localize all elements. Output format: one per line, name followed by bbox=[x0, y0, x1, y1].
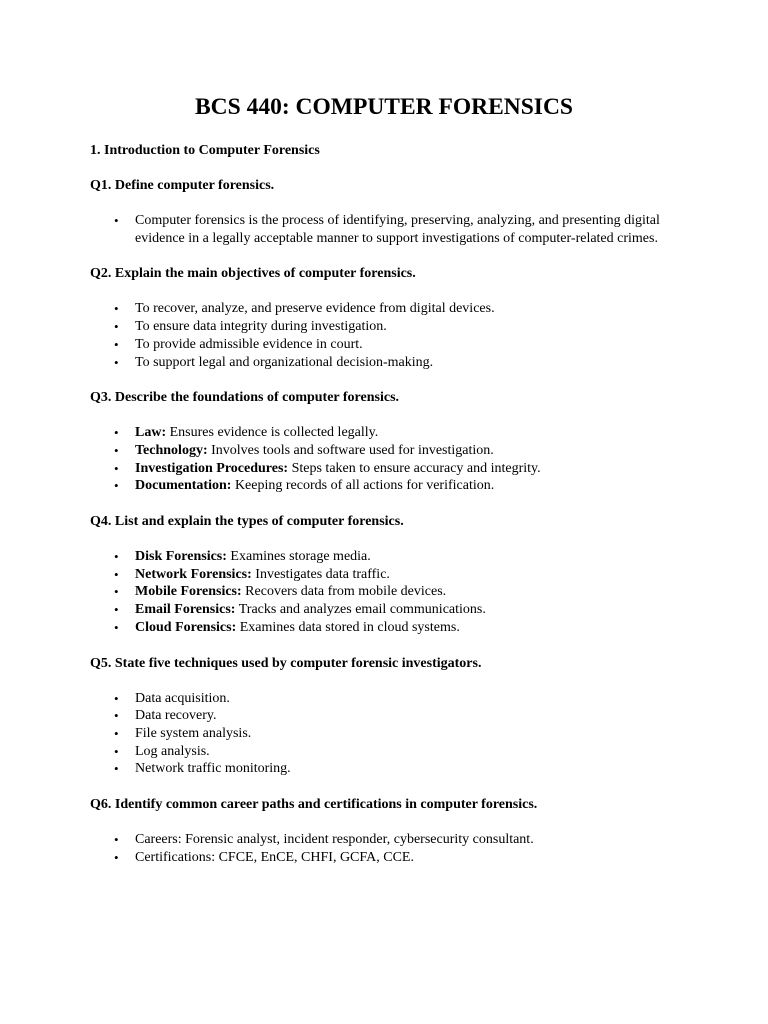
item-term: Technology: bbox=[135, 442, 208, 458]
item-term: Disk Forensics: bbox=[135, 549, 227, 565]
bullet-icon: • bbox=[114, 442, 119, 458]
answer-list bbox=[90, 300, 678, 371]
item-term: Email Forensics: bbox=[135, 602, 236, 618]
list-item bbox=[114, 212, 678, 247]
list-item bbox=[114, 477, 678, 495]
item-text: Tracks and analyzes email communications. bbox=[235, 602, 486, 618]
question-block-q1 bbox=[90, 177, 678, 247]
item-text: Certifications: CFCE, EnCE, CHFI, GCFA, CCE. bbox=[135, 849, 414, 865]
bullet-icon: • bbox=[114, 602, 119, 618]
bullet-icon: • bbox=[114, 319, 119, 335]
question-block-q4 bbox=[90, 513, 678, 637]
item-text: Steps taken to ensure accuracy and integrity. bbox=[288, 460, 541, 476]
list-item bbox=[114, 548, 678, 566]
bullet-icon: • bbox=[114, 354, 119, 370]
question-block-q6 bbox=[90, 796, 678, 866]
item-term: Law: bbox=[135, 425, 167, 441]
list-item bbox=[114, 725, 678, 743]
bullet-icon: • bbox=[114, 761, 119, 777]
item-text: Computer forensics is the process of identifying, preserving, analyzing, and presenting digital evidence in a legally acceptable manner to support investigations of computer-related crimes. bbox=[135, 213, 660, 246]
question-title: Q6. Identify common career paths and certifications in computer forensics. bbox=[90, 797, 538, 813]
bullet-icon: • bbox=[114, 725, 119, 741]
item-term: Cloud Forensics: bbox=[135, 619, 237, 635]
bullet-icon: • bbox=[114, 619, 119, 635]
answer-list bbox=[90, 548, 678, 637]
bullet-icon: • bbox=[114, 584, 119, 600]
item-term: Network Forensics: bbox=[135, 566, 252, 582]
list-item bbox=[114, 831, 678, 849]
question-title: Q3. Describe the foundations of computer forensics. bbox=[90, 390, 400, 406]
question-title: Q1. Define computer forensics. bbox=[90, 178, 275, 193]
answer-list bbox=[90, 690, 678, 779]
answer-list bbox=[90, 831, 678, 866]
item-text: Ensures evidence is collected legally. bbox=[166, 425, 379, 441]
bullet-icon: • bbox=[114, 849, 119, 865]
list-item bbox=[114, 690, 678, 708]
bullet-icon: • bbox=[114, 566, 119, 582]
bullet-icon: • bbox=[114, 336, 119, 352]
item-text: Keeping records of all actions for verification. bbox=[231, 478, 495, 494]
list-item bbox=[114, 743, 678, 761]
bullet-icon: • bbox=[114, 478, 119, 494]
list-item bbox=[114, 583, 678, 601]
item-text: Investigates data traffic. bbox=[251, 566, 390, 582]
question-block-q2 bbox=[90, 265, 678, 371]
item-text: Recovers data from mobile devices. bbox=[241, 584, 447, 600]
list-item bbox=[114, 318, 678, 336]
bullet-icon: • bbox=[114, 832, 119, 848]
question-block-q3 bbox=[90, 389, 678, 495]
list-item bbox=[114, 619, 678, 637]
bullet-icon: • bbox=[114, 708, 119, 724]
question-title: Q5. State five techniques used by computer forensic investigators. bbox=[90, 655, 482, 671]
item-text: Examines data stored in cloud systems. bbox=[236, 619, 460, 635]
list-item bbox=[114, 760, 678, 778]
answer-list bbox=[90, 424, 678, 495]
item-text: Involves tools and software used for investigation. bbox=[207, 442, 494, 458]
list-item bbox=[114, 707, 678, 725]
list-item bbox=[114, 460, 678, 478]
list-item bbox=[114, 566, 678, 584]
list-item bbox=[114, 354, 678, 372]
item-text: File system analysis. bbox=[135, 725, 252, 741]
list-item bbox=[114, 300, 678, 318]
bullet-icon: • bbox=[114, 549, 119, 565]
list-item bbox=[114, 424, 678, 442]
bullet-icon: • bbox=[114, 301, 119, 317]
section-heading: 1. Introduction to Computer Forensics bbox=[90, 143, 320, 158]
list-item bbox=[114, 601, 678, 619]
item-term: Documentation: bbox=[135, 478, 232, 494]
item-text: Data acquisition. bbox=[135, 690, 230, 706]
item-text: To ensure data integrity during investigation. bbox=[135, 319, 387, 335]
question-title: Q2. Explain the main objectives of computer forensics. bbox=[90, 266, 416, 282]
item-text: To support legal and organizational decision-making. bbox=[135, 354, 434, 370]
item-text: Careers: Forensic analyst, incident responder, cybersecurity consultant. bbox=[135, 832, 534, 848]
list-item bbox=[114, 442, 678, 460]
item-text: Network traffic monitoring. bbox=[135, 761, 291, 777]
item-text: Examines storage media. bbox=[226, 549, 371, 565]
item-term: Mobile Forensics: bbox=[135, 584, 242, 600]
questions-list bbox=[90, 177, 678, 866]
document-title: BCS 440: COMPUTER FORENSICS bbox=[195, 94, 573, 120]
bullet-icon: • bbox=[114, 213, 119, 228]
answer-list bbox=[90, 212, 678, 247]
item-text: To provide admissible evidence in court. bbox=[135, 336, 363, 352]
list-item bbox=[114, 336, 678, 354]
item-text: Data recovery. bbox=[135, 708, 217, 724]
question-block-q5 bbox=[90, 655, 678, 779]
bullet-icon: • bbox=[114, 425, 119, 441]
bullet-icon: • bbox=[114, 460, 119, 476]
item-text: Log analysis. bbox=[135, 743, 210, 759]
question-title: Q4. List and explain the types of computer forensics. bbox=[90, 514, 404, 530]
item-term: Investigation Procedures: bbox=[135, 460, 289, 476]
bullet-icon: • bbox=[114, 690, 119, 706]
item-text: To recover, analyze, and preserve evidence from digital devices. bbox=[135, 301, 495, 317]
bullet-icon: • bbox=[114, 743, 119, 759]
list-item bbox=[114, 849, 678, 867]
